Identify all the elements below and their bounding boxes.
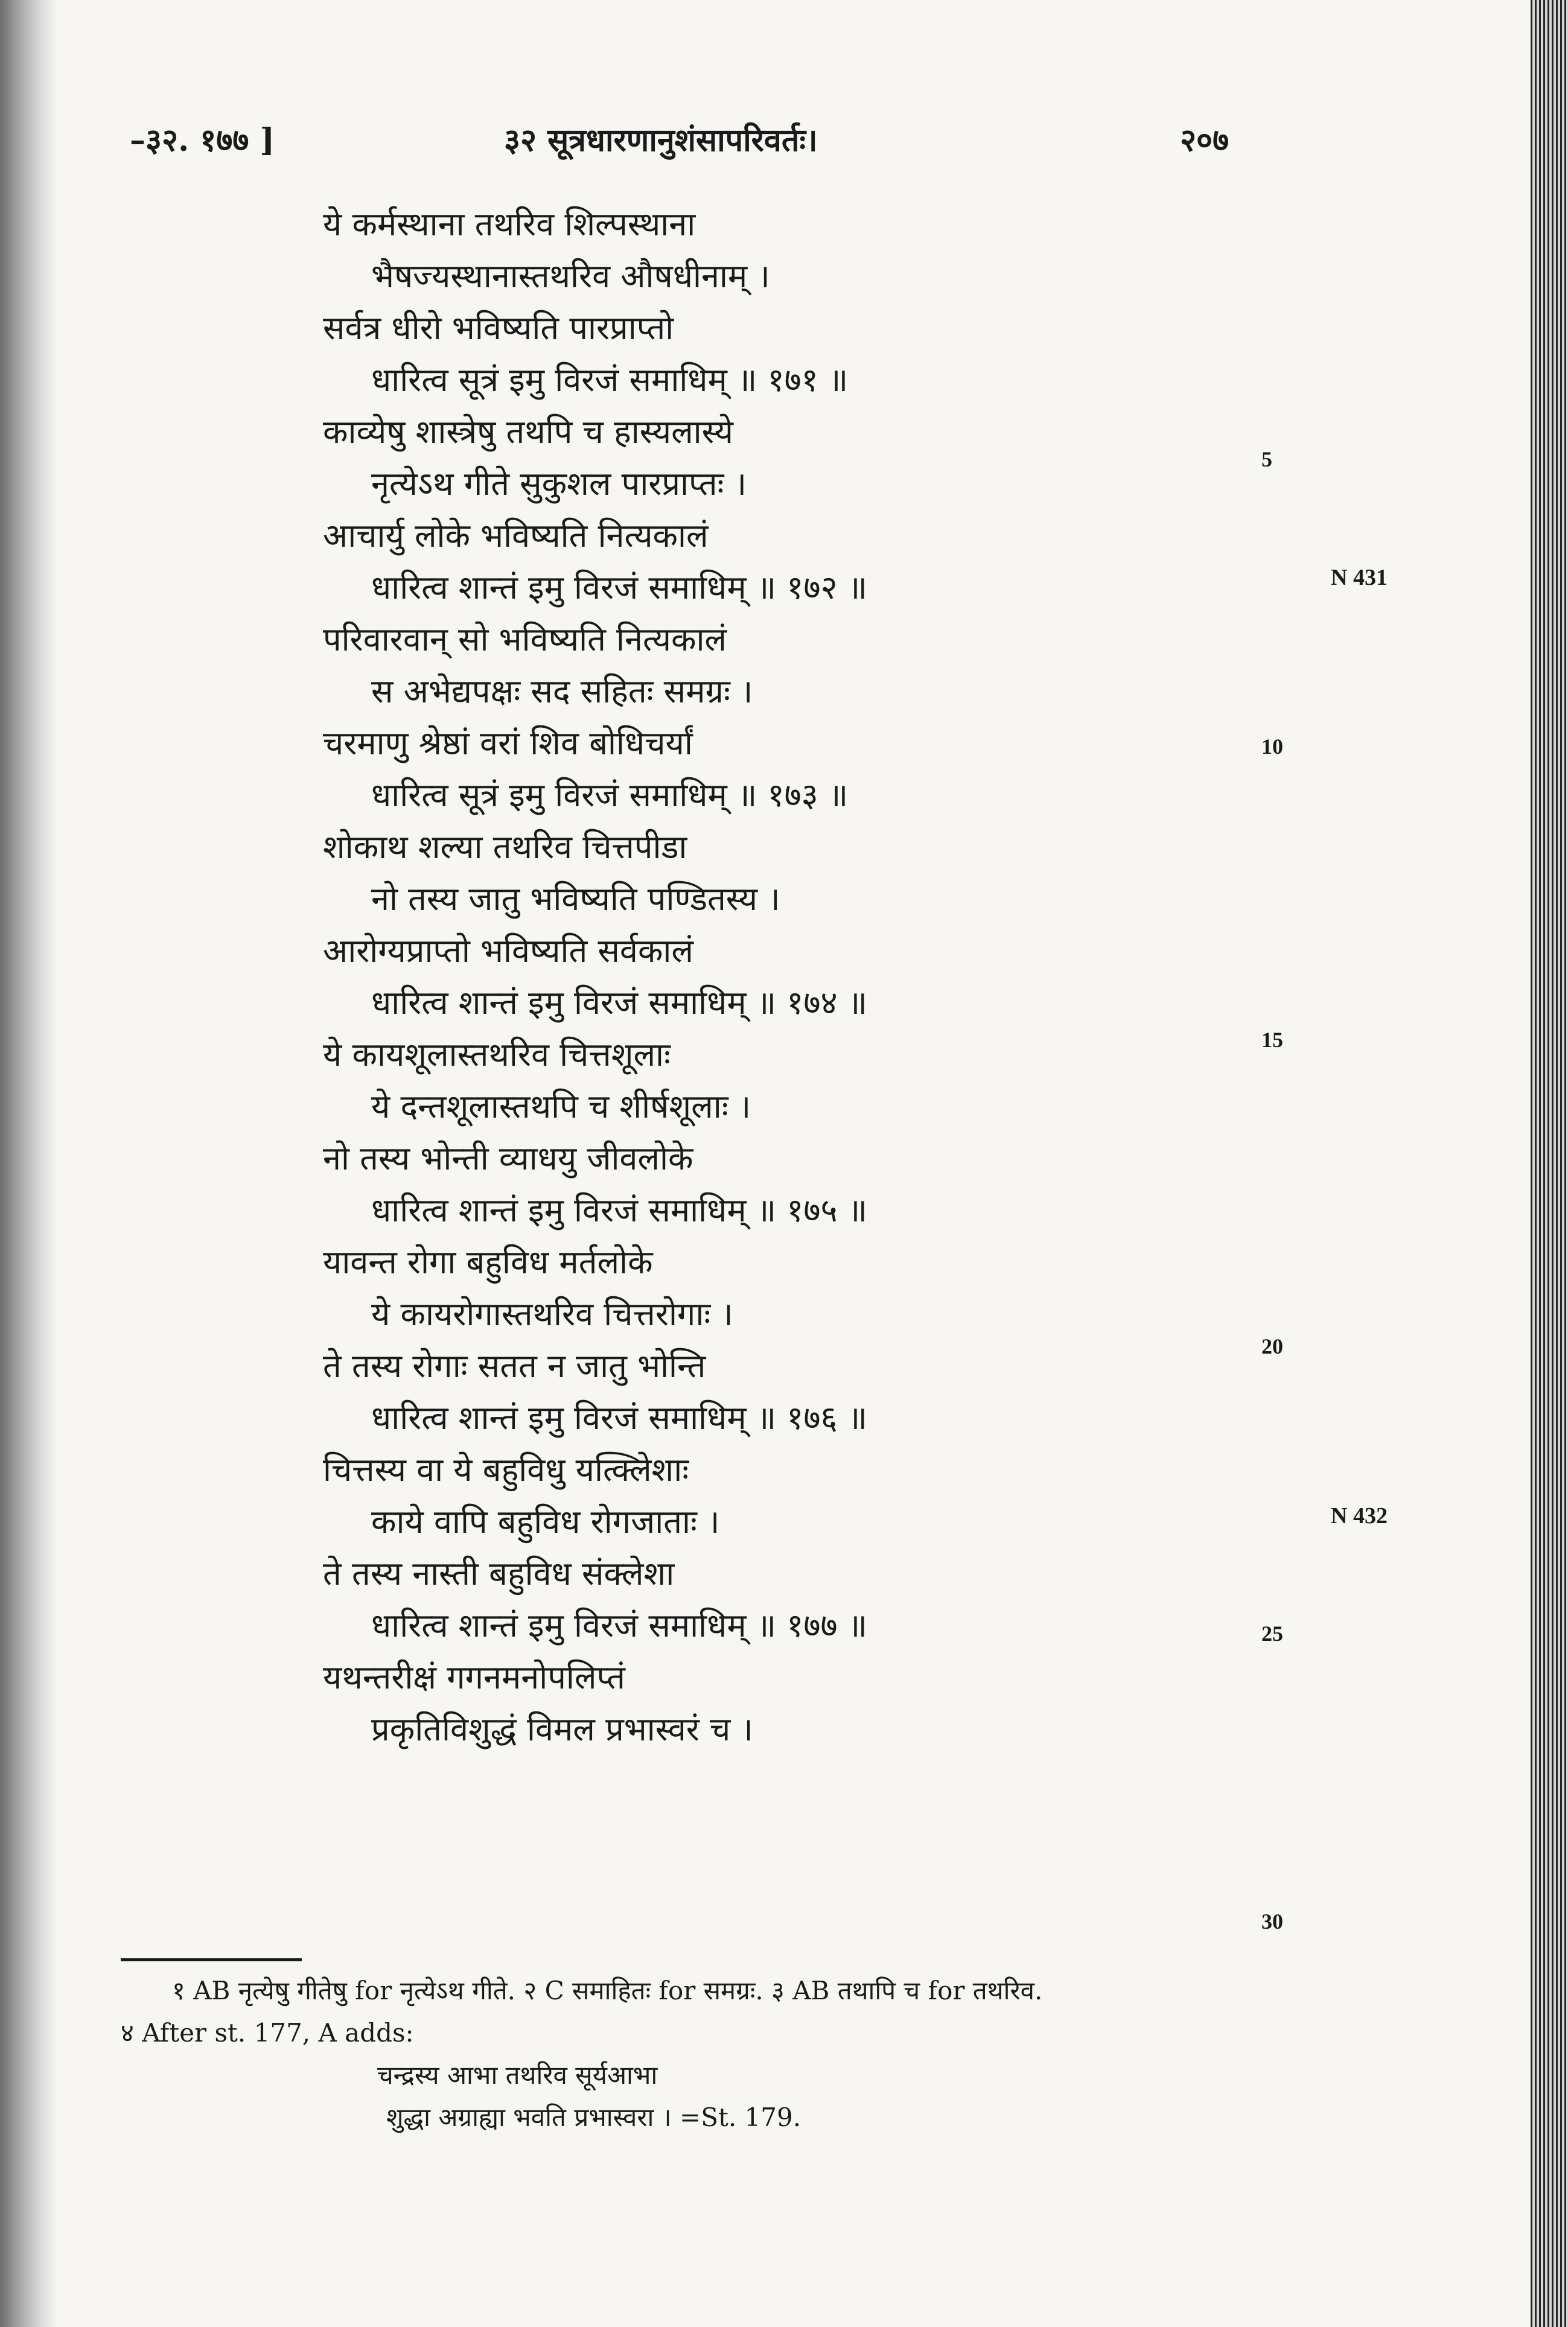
footnote-separator-rule xyxy=(121,1958,302,1961)
verse-line: यथन्तरीक्षं गगनमनोपलिप्तं xyxy=(323,1658,625,1696)
footnote-added-verse-line: चन्द्रस्य आभा तथरिव सूर्यआभा xyxy=(377,2060,658,2090)
verse-line: परिवारवान् सो भविष्यति नित्यकालं xyxy=(323,620,727,658)
manuscript-reference: N 432 xyxy=(1331,1503,1388,1529)
verse-line: ये कायरोगास्तथरिव चित्तरोगाः । xyxy=(371,1295,733,1333)
footnote-addition-note: ४ After st. 177, A adds: xyxy=(121,2018,414,2048)
verse-line: नो तस्य भोन्ती व्याधयु जीवलोके xyxy=(323,1139,693,1177)
footnote-variant-readings: १ AB नृत्येषु गीतेषु for नृत्येऽथ गीते. २ C समाहितः for समग्रः. ३ AB तथापि च for तथरिव. xyxy=(172,1976,1043,2005)
verse-line: धारित्व शान्तं इमु विरजं समाधिम् ॥ १७२ ॥ xyxy=(371,568,868,606)
manuscript-reference: N 431 xyxy=(1331,565,1388,590)
verse-line: ये कायशूलास्तथरिव चित्तशूलाः xyxy=(323,1036,671,1074)
footnote-added-verse-line: शुद्धा अग्राह्या भवति प्रभास्वरा । =St. 179. xyxy=(386,2103,802,2132)
verse-line: स अभेद्यपक्षः सद सहितः समग्रः । xyxy=(371,672,753,710)
verse-line: सर्वत्र धीरो भविष्यति पारप्राप्तो xyxy=(323,309,674,347)
scanned-book-binding-edge xyxy=(1531,0,1568,2327)
line-number: 30 xyxy=(1261,1909,1283,1934)
verse-line: प्रकृतिविशुद्धं विमल प्रभास्वरं च । xyxy=(371,1710,753,1748)
header-page-number: २०७ xyxy=(1180,122,1229,159)
verse-line: धारित्व शान्तं इमु विरजं समाधिम् ॥ १७४ ॥ xyxy=(371,984,868,1022)
verse-line: भैषज्यस्थानास्तथरिव औषधीनाम् । xyxy=(371,257,770,295)
line-number: 25 xyxy=(1261,1622,1283,1646)
running-header xyxy=(130,118,1264,172)
verse-line: धारित्व सूत्रं इमु विरजं समाधिम् ॥ १७१ ॥ xyxy=(371,361,849,399)
verse-line: काये वापि बहुविध रोगजाताः । xyxy=(371,1503,720,1541)
line-number: 20 xyxy=(1261,1334,1283,1358)
verse-line: शोकाथ शल्या तथरिव चित्तपीडा xyxy=(323,828,687,866)
verse-line: आचार्यु लोके भविष्यति नित्यकालं xyxy=(323,517,709,555)
line-number: 5 xyxy=(1261,447,1272,471)
header-verse-range: –३२. १७७ ] xyxy=(130,122,275,159)
verse-line: धारित्व शान्तं इमु विरजं समाधिम् ॥ १७५ ॥ xyxy=(371,1191,868,1229)
scanned-page-left-edge xyxy=(0,0,57,2327)
verse-line: नो तस्य जातु भविष्यति पण्डितस्य । xyxy=(371,880,780,918)
verse-line: धारित्व शान्तं इमु विरजं समाधिम् ॥ १७६ ॥ xyxy=(371,1399,868,1437)
verse-line: आरोग्यप्राप्तो भविष्यति सर्वकालं xyxy=(323,932,694,970)
verse-line: काव्येषु शास्त्रेषु तथपि च हास्यलास्ये xyxy=(323,413,733,451)
verse-line: ते तस्य नास्ती बहुविध संक्लेशा xyxy=(323,1555,675,1593)
verse-line: ये दन्तशूलास्तथपि च शीर्षशूलाः । xyxy=(371,1087,751,1125)
verse-line: ते तस्य रोगाः सतत न जातु भोन्ति xyxy=(323,1347,706,1385)
verse-line: धारित्व सूत्रं इमु विरजं समाधिम् ॥ १७३ ॥ xyxy=(371,776,849,814)
verse-line: नृत्येऽथ गीते सुकुशल पारप्राप्तः । xyxy=(371,465,747,503)
header-chapter-title: ३२ सूत्रधारणानुशंसापरिवर्तः। xyxy=(504,122,818,159)
verse-line: यावन्त रोगा बहुविध मर्तलोके xyxy=(323,1243,653,1281)
line-number: 10 xyxy=(1261,734,1283,759)
verse-line: चरमाणु श्रेष्ठां वरां शिव बोधिचर्यां xyxy=(323,724,693,762)
verse-line: चित्तस्य वा ये बहुविधु यत्क्लिेशाः xyxy=(323,1451,689,1489)
verse-line: ये कर्मस्थाना तथरिव शिल्पस्थाना xyxy=(323,205,696,243)
line-number: 15 xyxy=(1261,1028,1283,1052)
verse-line: धारित्व शान्तं इमु विरजं समाधिम् ॥ १७७ ॥ xyxy=(371,1606,868,1644)
